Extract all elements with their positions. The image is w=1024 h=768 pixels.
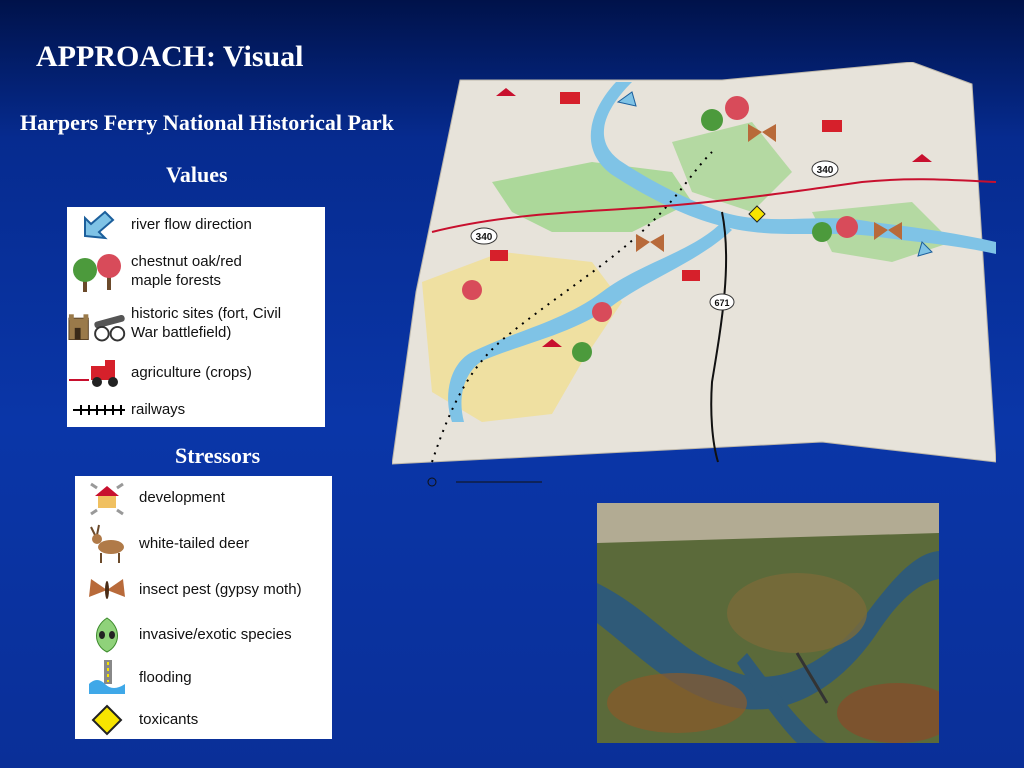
legend-label: river flow direction — [131, 215, 252, 233]
slide-subtitle: Harpers Ferry National Historical Park — [20, 110, 394, 135]
legend-row-railways — [67, 393, 185, 427]
toxicants-diamond-icon — [75, 700, 139, 740]
flooding-icon — [75, 658, 139, 698]
map-red-maple-icon — [836, 216, 858, 238]
terrain-map — [392, 62, 996, 488]
map-tractor-icon — [822, 120, 842, 132]
stressor-row-deer — [75, 522, 249, 566]
road-label: 340 — [816, 165, 834, 176]
stressor-label: invasive/exotic species — [139, 625, 292, 643]
road-shield-340-east — [812, 161, 838, 177]
stressor-label: toxicants — [139, 710, 199, 728]
stressor-row-flooding — [75, 658, 192, 698]
road-label: 671 — [714, 298, 730, 308]
forest-trees-icon — [67, 252, 131, 292]
legend-label: railways — [131, 400, 186, 418]
legend-row-agriculture — [67, 353, 252, 393]
legend-label: chestnut oak/red maple forests — [131, 253, 242, 289]
development-house-icon — [75, 478, 139, 518]
deer-icon — [75, 524, 139, 564]
slide-title: APPROACH: Visual — [36, 40, 304, 73]
map-tractor-icon — [490, 250, 508, 261]
stressor-row-moth — [75, 570, 302, 610]
map-tractor-icon — [560, 92, 580, 104]
legend-row-forests — [67, 249, 281, 295]
legend-label: historic sites (fort, Civil War battlefield) — [131, 305, 282, 341]
map-red-maple-icon — [592, 302, 612, 322]
map-oak-icon — [572, 342, 592, 362]
stressor-label: insect pest (gypsy moth) — [139, 580, 302, 598]
map-tractor-icon — [682, 270, 700, 281]
river-flow-arrow-icon — [67, 205, 131, 245]
values-heading: Values — [166, 162, 228, 187]
fort-cannon-icon — [67, 304, 131, 344]
invasive-leaf-icon — [75, 615, 139, 655]
stressor-label: white-tailed deer — [139, 534, 250, 552]
road-shield-340-west — [471, 228, 497, 244]
stressor-label: development — [139, 488, 225, 506]
values-legend-panel — [67, 207, 325, 427]
stressors-legend-panel — [75, 476, 332, 739]
tractor-icon — [67, 353, 131, 393]
moth-icon — [75, 570, 139, 610]
map-scale-bar — [428, 478, 542, 486]
aerial-photo — [597, 503, 939, 743]
stressor-row-toxicants — [75, 702, 198, 738]
map-oak-icon — [701, 109, 723, 131]
stressor-row-development — [75, 478, 225, 518]
stressor-row-invasive — [75, 614, 292, 656]
railway-icon — [67, 390, 131, 430]
map-oak-icon — [812, 222, 832, 242]
legend-row-river-flow — [67, 207, 252, 243]
legend-label: agriculture (crops) — [131, 363, 252, 381]
map-red-maple-icon — [462, 280, 482, 300]
stressor-label: flooding — [139, 668, 192, 686]
stressors-heading: Stressors — [175, 443, 261, 468]
map-red-maple-icon — [725, 96, 749, 120]
legend-row-historic-sites — [67, 301, 301, 347]
road-label: 340 — [475, 232, 493, 243]
road-shield-671 — [710, 294, 734, 310]
